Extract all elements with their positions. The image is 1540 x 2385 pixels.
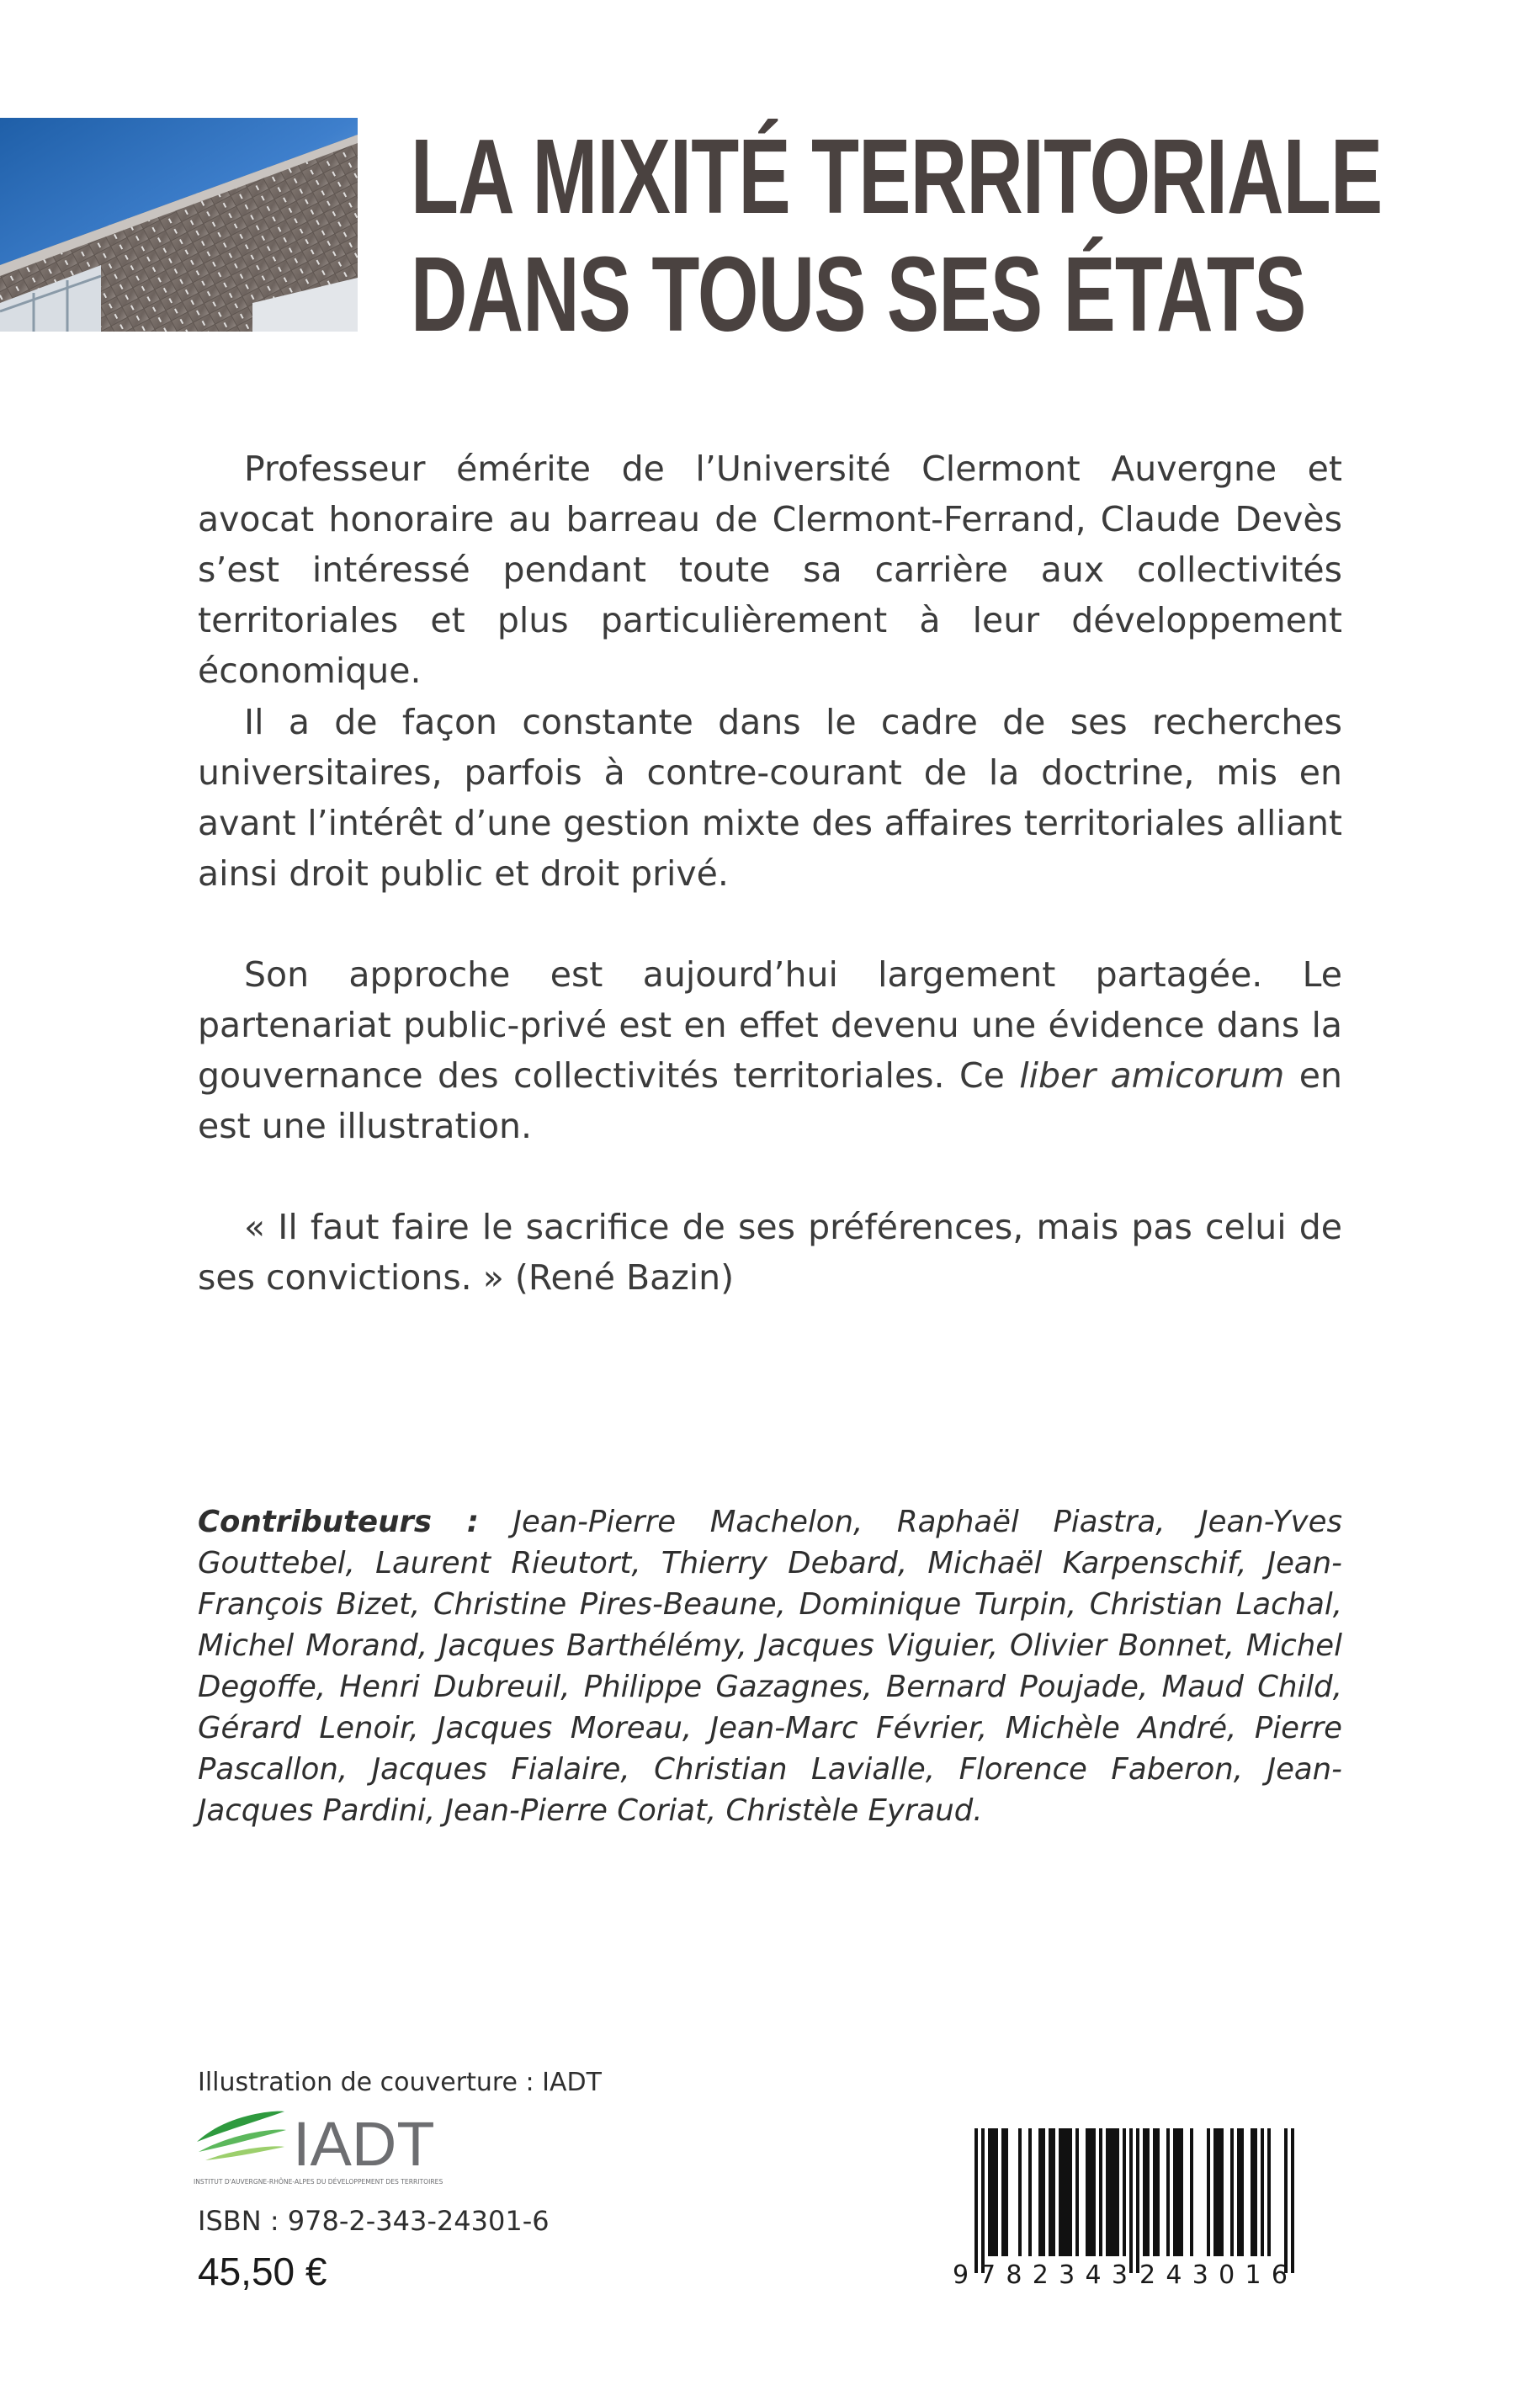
- contributors-names: Jean-Pierre Machelon, Raphaël Piastra, Jean-Yves Gouttebel, Laurent Rieutort, Thierry Debard, Michaël Karpenschif, Jean-François Bizet, Christine Pires-Beaune, Dominique Turpin, Christian Lachal, Michel Morand, Jacques Barthélémy, Jacques Viguier, Olivier Bonnet, Michel Degoffe, Henri Dubreuil, Philippe Gazagnes, Bernard Poujade, Maud Child, Gérard Lenoir, Jacques Moreau, Jean-Marc Février, Michèle André, Pierre Pascallon, Jacques Fialaire, Christian Lavialle, Florence Faberon, Jean-Jacques Pardini, Jean-Pierre Coriat, Christèle Eyraud.: [198, 1505, 1342, 1828]
- barcode-bar: [974, 2128, 978, 2273]
- book-title: [411, 117, 1383, 353]
- paragraph-1-text: Professeur émérite de l’Université Clermont Auvergne et avocat honoraire au barreau de Clermont-Ferrand, Claude Devès s’est intéressé pendant toute sa carrière aux collectivités territoriales et plus particulièrement à leur développement économique.: [198, 449, 1342, 691]
- paragraph-3: [198, 949, 1342, 1151]
- title-line-1: LA MIXITÉ TERRITORIALE: [411, 117, 1383, 236]
- barcode-bar: [1284, 2128, 1288, 2273]
- barcode-bar: [1113, 2128, 1116, 2256]
- barcode-bar: [1143, 2128, 1146, 2256]
- paragraph-2: [198, 697, 1342, 899]
- barcode-bar: [1166, 2128, 1170, 2256]
- barcode-bar: [1028, 2128, 1032, 2256]
- barcode-bar: [1099, 2128, 1102, 2256]
- logo-wordmark: IADT: [293, 2109, 435, 2179]
- barcode-bar: [1254, 2128, 1257, 2256]
- barcode-bar: [1062, 2128, 1065, 2256]
- barcode-bar: [1261, 2128, 1264, 2256]
- barcode-digit-first: 9: [953, 2260, 969, 2289]
- barcode-bar: [1240, 2128, 1244, 2256]
- barcode-bar: [1153, 2128, 1156, 2256]
- paragraph-3-after: en est une illustration.: [198, 1055, 1342, 1146]
- cover-photo-building: [0, 118, 358, 332]
- barcode-bar: [1156, 2128, 1160, 2256]
- barcode-bar: [988, 2128, 991, 2256]
- barcode-bar: [1230, 2128, 1234, 2256]
- iadt-logo-graphic: [194, 2108, 463, 2192]
- barcode-bar: [1251, 2128, 1254, 2256]
- barcode-bar: [1207, 2128, 1210, 2256]
- iadt-logo: [194, 2108, 463, 2192]
- barcode-digits-right: 243016: [1139, 2260, 1288, 2289]
- barcode-bar: [1217, 2128, 1220, 2256]
- ean-barcode: [949, 2125, 1320, 2289]
- logo-swoosh-light: [205, 2146, 284, 2160]
- barcode-bar: [1291, 2128, 1294, 2273]
- barcode-bar: [991, 2128, 995, 2256]
- barcode-bar: [981, 2128, 985, 2273]
- paragraph-3-before: Son approche est aujourd’hui largement partagée. Le partenariat public-privé est en effet devenu une évidence dans la gouvernance des collectivités territoriales. Ce: [198, 954, 1342, 1096]
- barcode-digits-left: 782343: [980, 2260, 1128, 2289]
- barcode-bar: [1069, 2128, 1072, 2256]
- barcode-bar: [1220, 2128, 1224, 2256]
- paragraph-3-text: [198, 949, 1342, 1151]
- barcode-bar: [1059, 2128, 1062, 2256]
- barcode-bar: [1038, 2128, 1042, 2256]
- quote-paragraph: [198, 1202, 1342, 1303]
- paragraph-3-italic: liber amicorum: [1019, 1055, 1285, 1096]
- barcode-bar: [1001, 2128, 1005, 2256]
- barcode-bar: [1237, 2128, 1240, 2256]
- paragraph-2-text: Il a de façon constante dans le cadre de ses recherches universitaires, parfois à contre-courant de la doctrine, mis en avant l’intérêt d’une gestion mixte des affaires territoriales alliant ainsi droit public et droit privé.: [198, 702, 1342, 894]
- barcode-bar: [1106, 2128, 1109, 2256]
- building-photo-illustration: [0, 118, 358, 332]
- barcode-bar: [1190, 2128, 1193, 2256]
- barcode-bar: [995, 2128, 998, 2256]
- barcode-bar: [1146, 2128, 1150, 2256]
- barcode-bar: [1065, 2128, 1069, 2256]
- barcode-bar: [1129, 2128, 1133, 2273]
- logo-tagline: INSTITUT D'AUVERGNE-RHÔNE-ALPES DU DÉVELOPPEMENT DES TERRITOIRES: [194, 2178, 443, 2186]
- price: 45,50 €: [198, 2250, 327, 2293]
- barcode-bar: [1213, 2128, 1217, 2256]
- paragraph-1: [198, 444, 1342, 696]
- barcode-bar: [1180, 2128, 1183, 2256]
- barcode-bar: [1176, 2128, 1180, 2256]
- quote-text: « Il faut faire le sacrifice de ses préférences, mais pas celui de ses convictions. » (René Bazin): [198, 1207, 1342, 1298]
- barcode-bar: [1005, 2128, 1008, 2256]
- cover-credit: Illustration de couverture : IADT: [198, 2068, 602, 2097]
- barcode-bar: [1109, 2128, 1113, 2256]
- barcode-bar: [1267, 2128, 1271, 2256]
- barcode-bar: [1086, 2128, 1089, 2256]
- title-line-2: DANS TOUS SES ÉTATS: [411, 235, 1306, 353]
- barcode-bar: [1116, 2128, 1119, 2256]
- barcode-bar: [1123, 2128, 1126, 2256]
- barcode-bar: [1092, 2128, 1096, 2256]
- contributors-block: [198, 1501, 1342, 1831]
- barcode-graphic: [949, 2125, 1320, 2289]
- barcode-bar: [1075, 2128, 1079, 2256]
- barcode-bar: [1049, 2128, 1052, 2256]
- barcode-bar: [1089, 2128, 1092, 2256]
- barcode-bar: [1136, 2128, 1139, 2273]
- barcode-bar: [1173, 2128, 1176, 2256]
- barcode-bar: [1018, 2128, 1022, 2256]
- barcode-bar: [1052, 2128, 1055, 2256]
- contributors-label: Contributeurs :: [198, 1505, 479, 1539]
- isbn-number: ISBN : 978-2-343-24301-6: [198, 2205, 550, 2237]
- barcode-bar: [1042, 2128, 1045, 2256]
